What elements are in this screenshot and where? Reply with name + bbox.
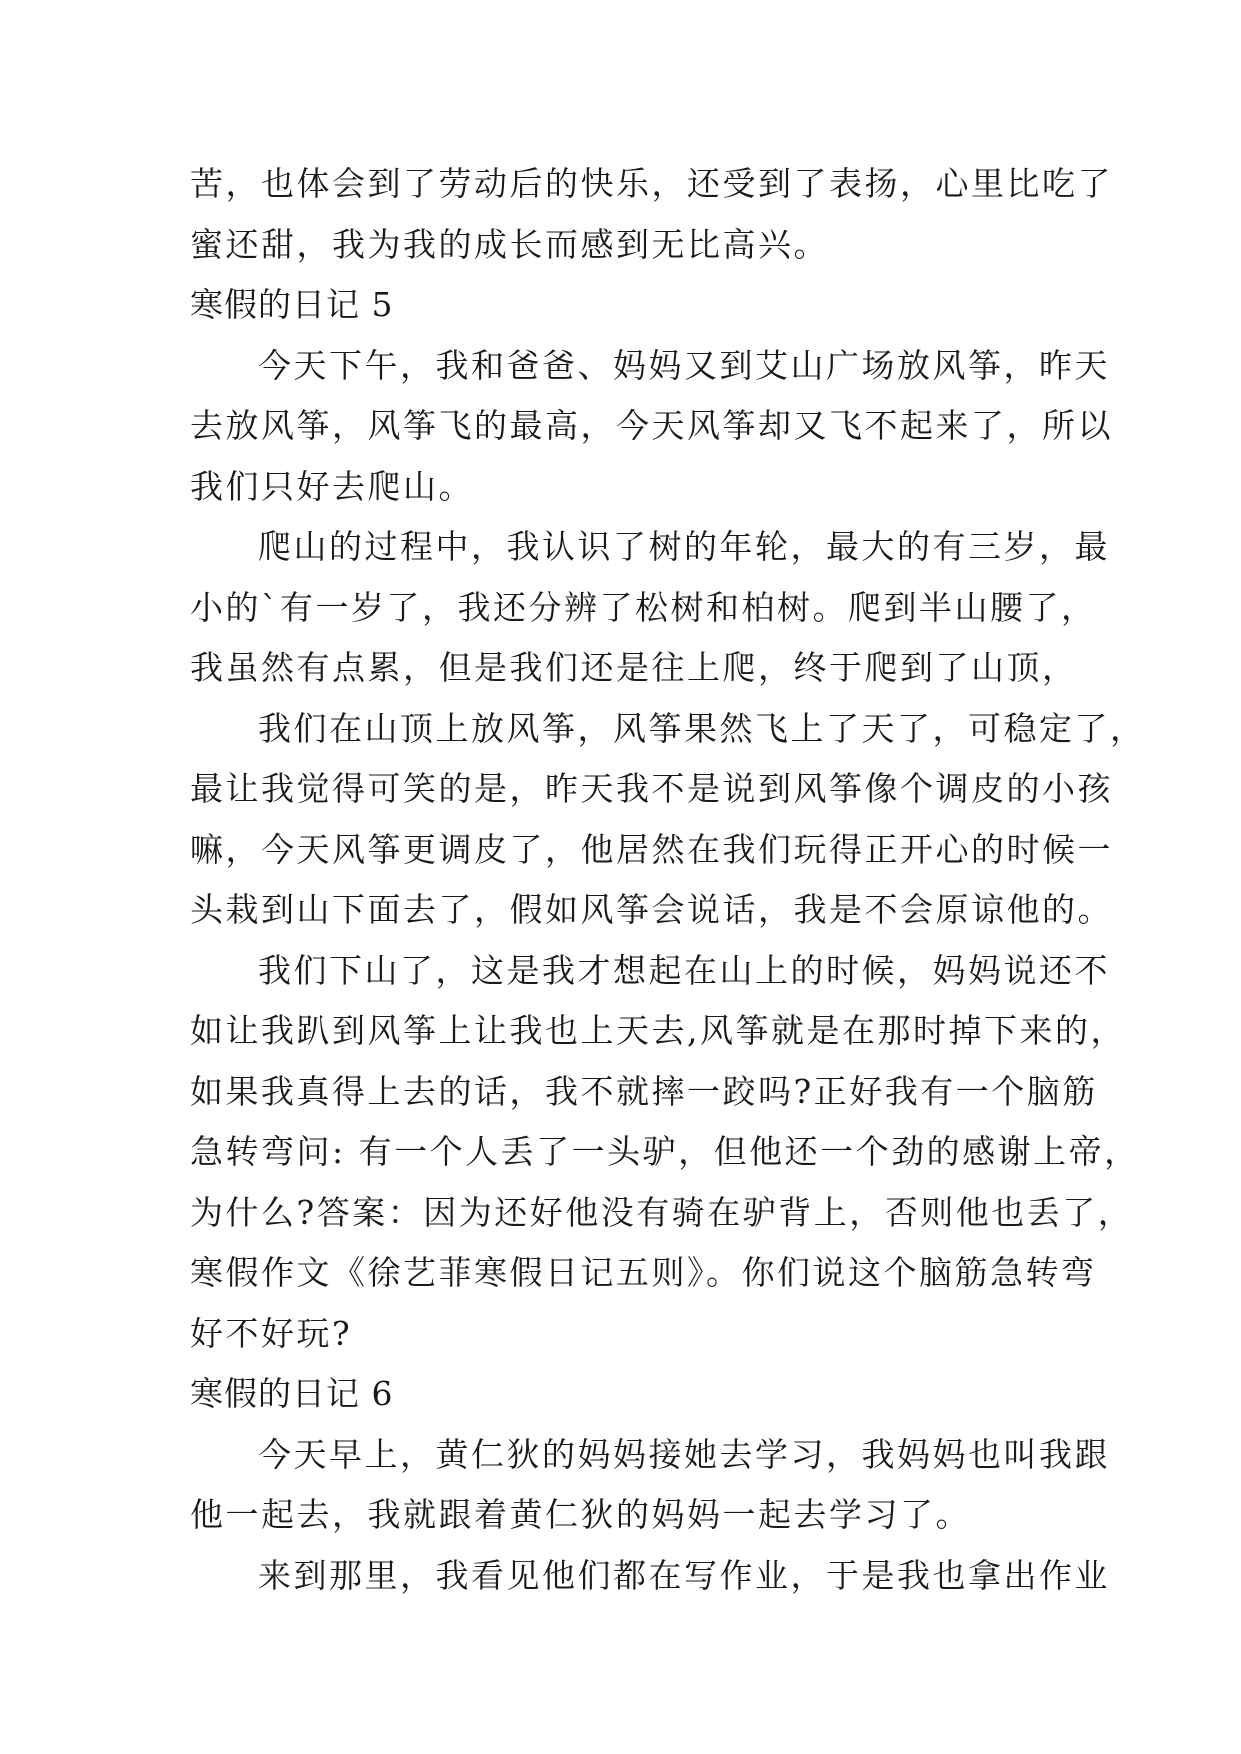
paragraph-first-line: 来到那里，我看见他们都在写作业，于是我也拿出作业 xyxy=(258,1555,1110,1595)
document-body xyxy=(190,154,1146,1606)
text-line: 好不好玩? xyxy=(190,1313,353,1353)
text-line: 小的`有一岁了，我还分辨了松树和柏树。爬到半山腰了， xyxy=(190,587,1097,627)
section-heading: 寒假的日记 5 xyxy=(190,285,394,324)
text-line: 苦，也体会到了劳动后的快乐，还受到了表扬，心里比吃了 xyxy=(190,164,1113,203)
paragraph-first-line: 我们在山顶上放风筝，风筝果然飞上了天了，可稳定了， xyxy=(258,708,1146,748)
paragraph-first-line: 我们下山了，这是我才想起在山上的时候，妈妈说还不 xyxy=(258,950,1110,990)
paragraph-first-line: 今天早上，黄仁狄的妈妈接她去学习，我妈妈也叫我跟 xyxy=(258,1434,1110,1474)
text-line: 最让我觉得可笑的是，昨天我不是说到风筝像个调皮的小孩 xyxy=(190,769,1113,808)
text-line: 如果我真得上去的话，我不就摔一跤吗?正好我有一个脑筋 xyxy=(190,1071,1098,1111)
text-line: 我们只好去爬山。 xyxy=(190,466,474,506)
text-line: 我虽然有点累，但是我们还是往上爬，终于爬到了山顶， xyxy=(190,648,1078,687)
text-line: 去放风筝，风筝飞的最高，今天风筝却又飞不起来了，所以 xyxy=(190,406,1113,445)
text-line: 为什么?答案：因为还好他没有骑在驴背上，否则他也丢了， xyxy=(190,1192,1134,1232)
text-line: 如让我趴到风筝上让我也上天去,风筝就是在那时掉下来的， xyxy=(190,1011,1126,1050)
text-line: 嘛，今天风筝更调皮了，他居然在我们玩得正开心的时候一 xyxy=(190,829,1113,869)
text-line: 急转弯问: 有一个人丢了一头驴，但他还一个劲的感谢上帝， xyxy=(190,1132,1140,1171)
paragraph-first-line: 今天下午，我和爸爸、妈妈又到艾山广场放风筝，昨天 xyxy=(258,345,1110,385)
text-line: 蜜还甜，我为我的成长而感到无比高兴。 xyxy=(190,224,829,264)
text-line: 寒假作文《徐艺菲寒假日记五则》。你们说这个脑筋急转弯 xyxy=(190,1253,1097,1292)
text-line: 头栽到山下面去了，假如风筝会说话，我是不会原谅他的。 xyxy=(190,890,1113,929)
paragraph-first-line: 爬山的过程中，我认识了树的年轮，最大的有三岁，最 xyxy=(258,527,1110,566)
section-heading: 寒假的日记 6 xyxy=(190,1374,394,1413)
text-line: 他一起去，我就跟着黄仁狄的妈妈一起去学习了。 xyxy=(190,1495,971,1534)
